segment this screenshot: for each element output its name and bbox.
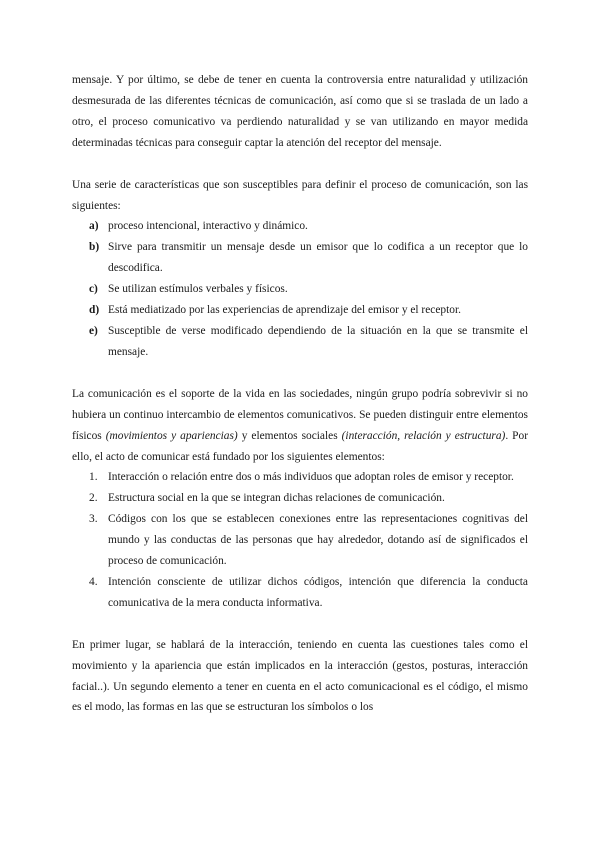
paragraph-3-italic-2: (interacción, relación y estructura)	[341, 429, 506, 442]
list-item-text: Estructura social en la que se integran dichas relaciones de comunicación.	[108, 492, 445, 505]
paragraph-3-text-3: . Por ello, el acto de comunicar está fundado por los siguientes elementos:	[72, 429, 528, 463]
paragraph-3-italic-1: (movimientos y apariencias)	[105, 429, 238, 442]
characteristics-list	[72, 216, 528, 362]
list-item	[72, 279, 528, 300]
list-item-text: Susceptible de verse modificado dependiendo de la situación en la que se transmite el mensaje.	[108, 324, 528, 358]
list-item	[72, 572, 528, 614]
paragraph-1: mensaje. Y por último, se debe de tener en cuenta la controversia entre naturalidad y utilización desmesurada de las diferentes técnicas de comunicación, así como que si se traslada de un lado a otro, el proceso comunicativo va perdiendo naturalidad y se van utilizando en mayor medida determinadas técnicas para conseguir captar la atención del receptor del mensaje.	[72, 74, 528, 149]
paragraph-4: En primer lugar, se hablará de la interacción, teniendo en cuenta las cuestiones tales como el movimiento y la apariencia que están implicados en la interacción (gestos, posturas, interacción facial..). Un segundo elemento a tener en cuenta en el acto comunicacional es el código, el mismo es el modo, las formas en las que se estructuran los símbolos o los	[72, 638, 528, 714]
list-marker: 1.	[89, 471, 98, 484]
list-item-text: Códigos con los que se establecen conexiones entre las representaciones cognitivas del mundo y las conductas de las personas que hay alrededor, dotando así de significados el proceso de comunicación.	[108, 513, 528, 568]
list-item	[72, 467, 528, 488]
list-item	[72, 216, 528, 237]
paragraph-gap	[72, 614, 528, 635]
list-item-text: Está mediatizado por las experiencias de aprendizaje del emisor y el receptor.	[108, 304, 461, 317]
list-marker: 3.	[89, 513, 98, 526]
list-item-text: Interacción o relación entre dos o más individuos que adoptan roles de emisor y receptor.	[108, 471, 514, 484]
list-item-text: proceso intencional, interactivo y dinámico.	[108, 220, 308, 233]
paragraph-gap	[72, 363, 528, 384]
list-item-text: Sirve para transmitir un mensaje desde un emisor que lo codifica a un receptor que lo descodifica.	[108, 241, 528, 275]
paragraph-3-text-1: La comunicación es el soporte de la vida en las sociedades, ningún grupo podría sobrevivir si no hubiera un continuo intercambio de elementos comunicativos. Se pueden distinguir entre elementos físicos	[72, 387, 528, 442]
list-marker: 2.	[89, 492, 98, 505]
paragraph-2: Una serie de características que son susceptibles para definir el proceso de comunicación, son las siguientes:	[72, 178, 528, 212]
paragraph-gap	[72, 154, 528, 175]
list-item	[72, 488, 528, 509]
list-marker: b)	[89, 241, 100, 254]
elements-list	[72, 467, 528, 613]
list-item-text: Se utilizan estímulos verbales y físicos.	[108, 283, 288, 296]
list-item-text: Intención consciente de utilizar dichos códigos, intención que diferencia la conducta comunicativa de la mera conducta informativa.	[108, 575, 528, 609]
list-item	[72, 300, 528, 321]
list-marker: 4.	[89, 575, 98, 588]
paragraph-3	[72, 384, 528, 468]
list-marker: a)	[89, 220, 99, 233]
document-page	[72, 70, 528, 718]
list-marker: e)	[89, 324, 98, 337]
paragraph-3-text-2: y elementos sociales	[237, 429, 342, 442]
list-marker: d)	[89, 304, 100, 317]
list-item	[72, 237, 528, 279]
list-item	[72, 321, 528, 363]
list-item	[72, 509, 528, 572]
list-marker: c)	[89, 283, 98, 296]
